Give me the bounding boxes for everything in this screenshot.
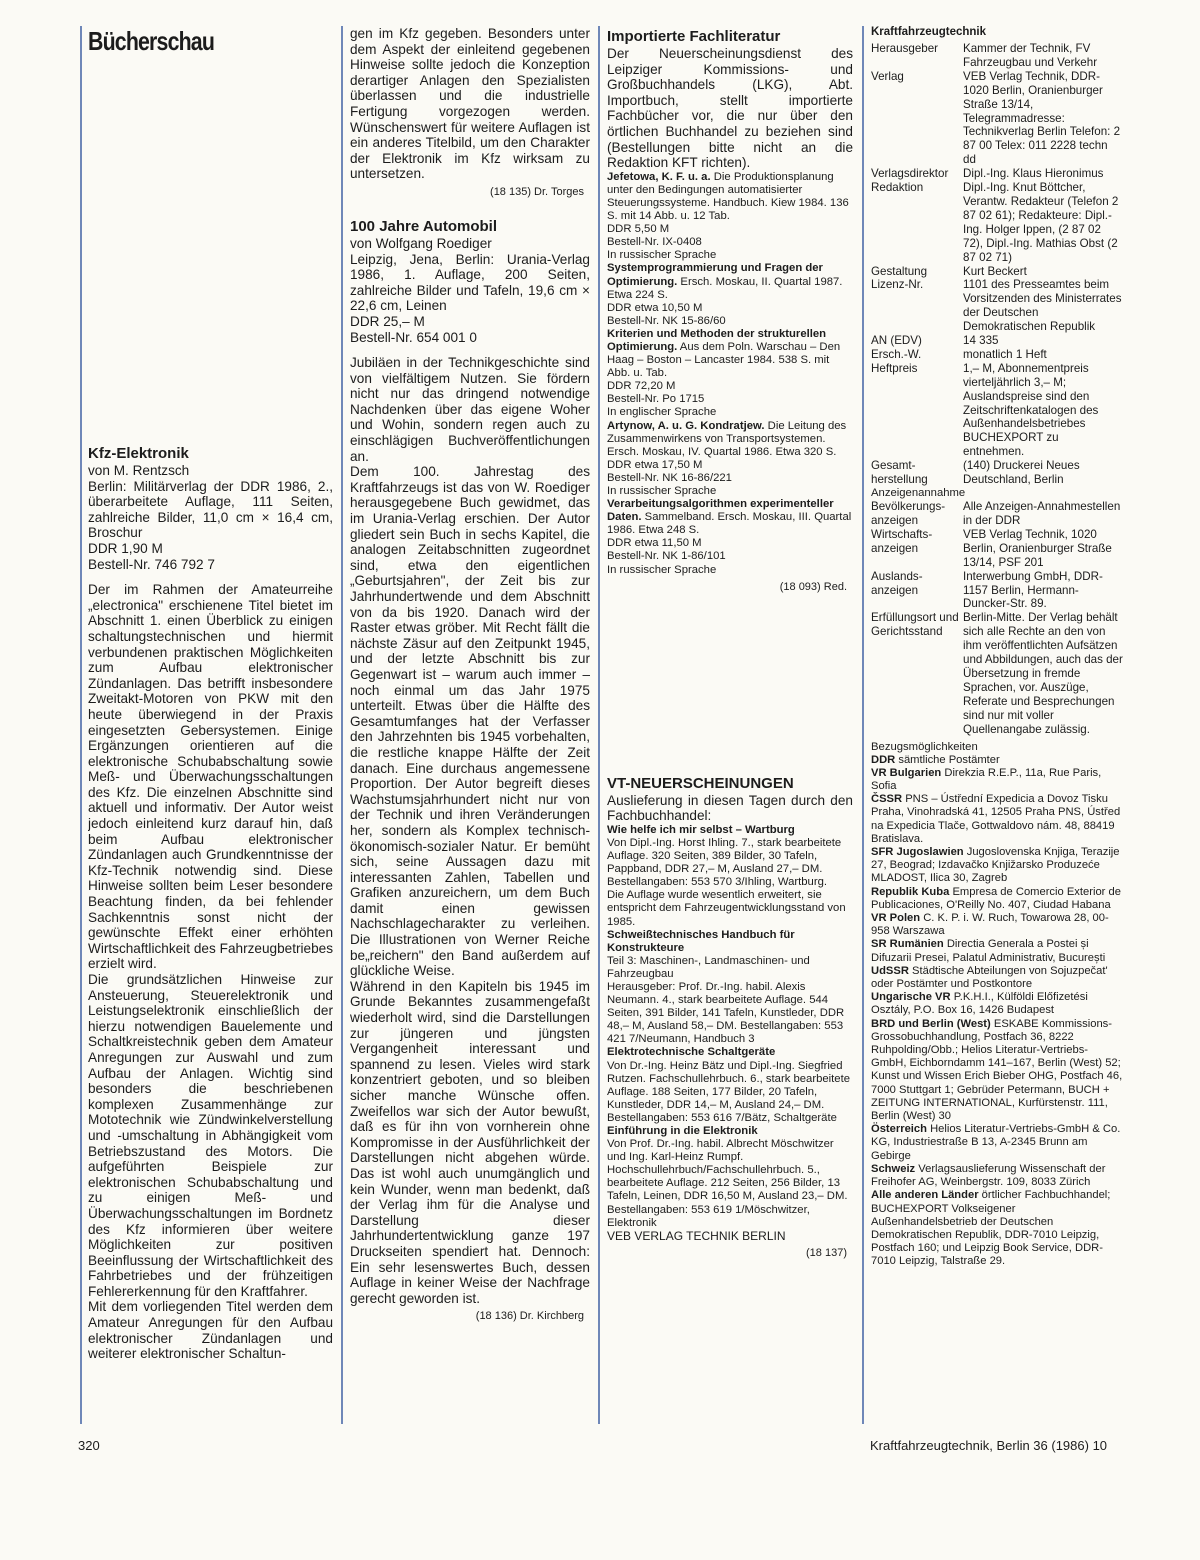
impressum-label: AN (EDV) xyxy=(871,334,922,348)
bezug-address: Jugoslovenska Knjiga, Terazije 27, Beograd; Izdavačko Knjižarsko Produzeće MLADOST, Ilica 30, Zagreb xyxy=(871,846,1120,885)
bezug-entry xyxy=(871,846,1123,886)
review-signature: (18 135) Dr. Torges xyxy=(490,185,584,198)
vt-entry-text: Von Dipl.-Ing. Horst Ihling. 7., stark bearbeitete Auflage. 320 Seiten, 389 Bilder, 30 Tafeln, Pappband, DDR 27,– M, Ausland 27,– DM. Bestellangaben: 553 570 3/Ihling, Wartburg. xyxy=(607,836,842,889)
review-meta: Berlin: Militärverlag der DDR 1986, 2., überarbeitete Auflage, 111 Seiten, zahlreiche Bilder, 11,0 cm × 16,4 cm, Broschur xyxy=(88,478,333,541)
bezug-address: Directia Generala a Postei și Difuzarii Presei, Palatul Administrativ, București xyxy=(871,938,1106,964)
review-paragraph: Dem 100. Jahrestag des Kraftfahrzeugs ist das von W. Roediger herausgegebene Buch gewidmet, das im Urania-Verlag erschien. Der Autor gliedert sein Buch in sechs Kapitel, die analogen Zeitabschnitten zugeordnet sind, etwa den eigentlichen „Geburtsjahren", der Zeit bis zur Jahrhundertwende und dem Abschnitt von da bis 1920. Danach wird der Raster etwas gröber. Mit Recht fällt die nächste Zäsur auf den Zeitpunkt 1945, und der letzte Abschnitt bis zur Gegenwart ist – warum auch immer – noch einmal um das Jahr 1975 unterteilt. Etwas über die Hälfte des Gesamtumfanges hat der Verfasser den Jahrzehnten bis 1945 vorbehalten, die restliche knappe Hälfte der Zeit danach. Eine durchaus angemessene Proportion. Der Autor begreift dieses Wachstumsjahrhundert nicht nur von der Technik und ihren Veränderungen her, sondern als Komplex technisch-ökonomisch-sozialer Natur. Er bemüht sich, seine Aussagen dazu mit interessanten Zahlen, Tabellen und Grafiken anzureichern, um dem Buch damit einen gewissen Nachschlagecharakter zu verleihen. Die Illustrationen von Werner Reiche be„reichern" den Band außerdem auf glückliche Weise. xyxy=(350,464,590,979)
impressum-label: Redaktion xyxy=(871,181,924,195)
import-entry-line: DDR 5,50 M xyxy=(607,223,670,236)
column-rule xyxy=(862,26,864,1424)
bezug-address: sämtliche Postämter xyxy=(898,753,1000,766)
bezug-country: VR Polen xyxy=(871,912,921,925)
import-entry-text: Aus dem Poln. Warschau – Den Haag – Boston – Lancaster 1984. 538 S. mit Abb. u. Tab. xyxy=(607,340,841,380)
impressum-heading: Kraftfahrzeugtechnik xyxy=(871,26,987,38)
bezug-country: SR Rumänien xyxy=(871,938,944,951)
import-entry-line: In russischer Sprache xyxy=(607,563,717,576)
bezug-country: DDR xyxy=(871,753,896,766)
import-entry-line: DDR etwa 10,50 M xyxy=(607,301,703,314)
import-entry-line: DDR 72,20 M xyxy=(607,380,676,393)
impressum-value: Kurt Beckert xyxy=(963,264,1027,278)
import-entry-line: Bestell-Nr. IX-0408 xyxy=(607,236,702,249)
bezug-entry xyxy=(871,767,1123,793)
import-entry-title: Verarbeitungsalgorithmen experimenteller Daten. xyxy=(607,498,834,524)
column-2 xyxy=(350,26,590,1426)
bezug-address: Empresa de Comercio Exterior de Publicaciones, O'Reilly No. 407, Ciudad Habana xyxy=(871,885,1121,911)
vt-entry-title: Wie helfe ich mir selbst – Wartburg xyxy=(607,823,795,836)
review-paragraph: Mit dem vorliegenden Titel werden dem Amateur Anregungen für den Aufbau elektronischer Zündanlagen und weiterer elektronischer Schaltun- xyxy=(88,1299,333,1362)
bezug-entry xyxy=(871,1018,1123,1124)
import-entry-title: Artynow, A. u. G. Kondratjew. xyxy=(607,419,765,432)
bezug-entry xyxy=(871,965,1123,991)
bezug-country: Österreich xyxy=(871,1123,927,1136)
vt-entry-title: Schweißtechnisches Handbuch für Konstrukteure xyxy=(607,928,795,954)
bezug-entry xyxy=(871,754,1123,767)
section-signature: (18 137) xyxy=(806,1246,847,1259)
impressum-value: monatlich 1 Heft xyxy=(963,347,1047,361)
impressum-value: 1,– M, Abonnementpreis vierteljährlich 3,– M; Auslandspreise sind den Zeitschriftenkatalogen des Außenhandelsbetriebes BUCHEXPORT zu entnehmen. xyxy=(963,361,1099,459)
impressum-value: Dipl.-Ing. Knut Böttcher, Verantw. Redakteur (Telefon 2 87 02 61); Redakteure: Dipl.-Ing. Holger Ippen, (2 87 02 72), Dipl.-Ing. Mathias Obst (2 87 02 71) xyxy=(963,181,1119,264)
review-signature: (18 136) Dr. Kirchberg xyxy=(475,1310,584,1323)
import-list xyxy=(607,171,853,577)
bezug-country: SFR Jugoslawien xyxy=(871,846,964,859)
column-3 xyxy=(607,26,853,1426)
bezug-address: C. K. P. i. W. Ruch, Towarowa 28, 00-958 Warszawa xyxy=(871,912,1109,938)
review-meta: Bestell-Nr. 654 001 0 xyxy=(350,329,477,345)
bezug-country: UdSSR xyxy=(871,964,909,977)
column-1 xyxy=(88,26,333,1426)
review-paragraph: Während in den Kapiteln bis 1945 im Grunde Bekanntes zusammengefaßt wiederholt wird, sind die Darstellungen zur jüngeren und jüngsten Vergangenheit interessant und spannend zu lesen. Vieles wird stark konzentriert geboten, und so bleiben sicher manche Wünsche offen. Zweifellos war sich der Autor bewußt, daß es für ihn von vornherein ohne Kompromisse in der Ausführlichkeit der Darstellungen nicht abgehen würde. Das ist wohl auch unumgänglich und kein Wunder, wenn man bedenkt, daß der Verlag ihm für die Analyse und Darstellung dieser Jahrhundertentwicklung ganze 197 Druckseiten spendiert hat. Dennoch: Ein sehr lesenswertes Buch, dessen Auflage in keiner Weise der Nachfrage gerecht geworden ist. xyxy=(350,978,590,1306)
import-entry-line: Bestell-Nr. Po 1715 xyxy=(607,393,705,406)
vt-entry-title: Elektrotechnische Schaltgeräte xyxy=(607,1046,776,1059)
impressum-label: Verlagsdirektor xyxy=(871,167,949,181)
bezug-entry xyxy=(871,793,1123,846)
impressum-label: Heftpreis xyxy=(871,361,918,375)
impressum-value: Interwerbung GmbH, DDR-1157 Berlin, Hermann-Duncker-Str. 89. xyxy=(963,569,1103,611)
review-paragraph: gen im Kfz gegeben. Besonders unter dem Aspekt der einleitend gegebenen Hinweise sollte jedoch die Konzeption derartiger Anlagen den Spezialisten überlassen und die industrielle Fertigung vorgezogen werden. Wünschenswert für weitere Auflagen ist ein anderes Titelbild, um den Charakter der Elektronik im Kfz wirksam zu untersetzen. xyxy=(350,26,590,182)
anzeigen-heading: Anzeigenannahme xyxy=(871,487,966,499)
import-entry-line: In russischer Sprache xyxy=(607,485,717,497)
import-entry-text: Sammelband. Ersch. Moskau, III. Quartal 1986. Etwa 248 S. xyxy=(607,511,852,537)
import-entry-title: Jefetowa, K. F. u. a. xyxy=(607,170,711,183)
import-entry-line: In russischer Sprache xyxy=(607,249,717,262)
bezug-heading: Bezugsmöglichkeiten xyxy=(871,740,978,753)
bezug-country: Ungarische VR xyxy=(871,991,951,1004)
bezug-address: Verlagsauslieferung Wissenschaft der Freihofer AG, Weinbergstr. 109, 8033 Zürich xyxy=(871,1162,1106,1189)
vt-entry-text: Von Dr.-Ing. Heinz Bätz und Dipl.-Ing. Siegfried Rutzen. Fachschullehrbuch. 6., stark bearbeitete Auflage. 188 Seiten, 177 Bilder, 20 Tafeln, Kunstleder, DDR 14,– M, Ausland 24,– DM. Bestellangaben: 553 616 7/Bätz, Schaltgeräte xyxy=(607,1059,851,1124)
impressum-label: Verlag xyxy=(871,69,904,83)
bezug-country: BRD und Berlin (West) xyxy=(871,1017,991,1030)
import-entry-text: Die Produktionsplanung unter den Bedingungen automatisierter Steuerungssysteme. Handbuch. Kiew 1984. 136 S. mit 14 Abb. u. 12 Tab. xyxy=(607,170,849,223)
journal-footer: Kraftfahrzeugtechnik, Berlin 36 (1986) 10 xyxy=(870,1438,1108,1453)
import-entry xyxy=(607,498,853,537)
vt-entry-text: Teil 3: Maschinen-, Landmaschinen- und Fahrzeugbau xyxy=(607,954,810,980)
vt-entry-text: Von Prof. Dr.-Ing. habil. Albrecht Möschwitzer und Ing. Karl-Heinz Rumpf. Hochschullehrbuch/Fachschullehrbuch. 5., bearbeitete Auflage. 212 Seiten, 256 Bilder, 13 Tafeln, Leinen, DDR 16,50 M, Ausland 23,– DM. Bestellangaben: 553 619 1/Möschwitzer, Elektronik xyxy=(607,1138,848,1229)
bezug-entry xyxy=(871,938,1123,964)
bezug-entry xyxy=(871,991,1123,1017)
impressum-value: Kammer der Technik, FV Fahrzeugbau und Verkehr xyxy=(963,42,1098,69)
impressum-label: Bevölkerungs-anzeigen xyxy=(871,500,946,527)
bezug-entry xyxy=(871,886,1123,912)
column-rule xyxy=(80,26,82,1424)
bezug-entry xyxy=(871,912,1123,938)
import-entry-line: Bestell-Nr. NK 16-86/221 xyxy=(607,471,732,484)
review-paragraph: Die grundsätzlichen Hinweise zur Ansteuerung, Steuerelektronik und Leistungselektronik einschließlich der hierzu notwendigen Bauelemente und Schaltkreistechnik geben dem Amateur Anregungen zur Auswahl und zum Aufbau der Anlagen. Wichtig sind besonders die beschriebenen komplexen Zusammenhänge zur Mototechnik wie Zündwinkelverstellung und -umschaltung in Abhängigkeit vom Betriebszustand des Motors. Die aufgeführten Beispiele zur elektronischen Schubabschaltung und zu einigen Meß- und Überwachungsschaltungen im Bordnetz des Kfz informieren über weitere Möglichkeiten zur positiven Beeinflussung der Wirtschaftlichkeit des Fahrbetriebes und der frühzeitigen Fehlererkennung für den Kraftfahrer. xyxy=(88,972,333,1299)
bezug-address: Städtische Abteilungen von Sojuzpečat' oder Postämter und Postkontore xyxy=(871,964,1108,991)
review-meta: DDR 1,90 M xyxy=(88,540,163,556)
impressum-value: VEB Verlag Technik, DDR-1020 Berlin, Oranienburger Straße 13/14, Telegrammadresse: Technikverlag Berlin Telefon: 2 87 00 Telex: 011 2228 techn dd xyxy=(963,69,1121,167)
bezug-address: örtlicher Fachbuchhandel; BUCHEXPORT Volkseigener Außenhandelsbetrieb der Deutschen Demokratischen Republik, DDR-7010 Leipzig, Postfach 160; und Leipzig Book Service, DDR-7010 Leipzig, Talstraße 29. xyxy=(871,1189,1111,1268)
review-heading-automobil: 100 Jahre Automobil xyxy=(350,217,497,235)
impressum-label: Ersch.-W. xyxy=(871,347,922,361)
bezug-country: Schweiz xyxy=(871,1162,916,1175)
section-intro: Auslieferung in diesen Tagen durch den Fachbuchhandel: xyxy=(607,792,853,824)
import-entry xyxy=(607,328,853,380)
review-paragraph: Der im Rahmen der Amateurreihe „electronica" erschienene Titel bietet im Abschnitt 1. einen Überblick zu einigen schaltungstechnischen und hiermit verbundenen praktischen Möglichkeiten zum Aufbau elektronischer Zündanlagen. Das betrifft insbesondere Zweitakt-Motoren von PKW mit den heute überwiegend in der Praxis eingesetzten Gebersystemen. Einige Ergänzungen orientieren auf die elektronische Schubabschaltung sowie Meß- und Überwachungsschaltungen des Kfz. Die einzelnen Abschnitte sind aktuell und informativ. Der Autor weist jedoch einleitend kurz darauf hin, daß beim Aufbau elektronischer Zündanlagen auch Grundkenntnisse der Kfz-Technik notwendig sind. Diese Hinweise sollten beim Leser besondere Beachtung finden, da bei fehlender Sachkenntnis sonst nicht der gewünschte Effekt einer erhöhten Wirtschaftlichkeit des Fahrzeugbetriebes erzielt wird. xyxy=(88,582,333,972)
impressum-value: Berlin-Mitte. Der Verlag behält sich alle Rechte an den von ihm veröffentlichten Aufsätzen und Abbildungen, auch das der Übersetzung in fremde Sprachen, vor. Auszüge, Referate und Besprechungen sind nur mit voller Quellenangabe zulässig. xyxy=(963,611,1123,736)
section-signature: (18 093) Red. xyxy=(779,580,847,593)
vt-entry-extra: Die Auflage wurde wesentlich erweitert, sie entspricht dem Fahrzeugentwicklungsstand von 1985. xyxy=(607,889,846,928)
impressum-table xyxy=(871,42,1123,487)
bezug-address: Helios Literatur-Vertriebs-GmbH & Co. KG, Industriestraße B 13, A-2345 Brunn am Gebirge xyxy=(871,1123,1121,1162)
impressum-label: Auslands-anzeigen xyxy=(871,569,923,597)
impressum-value: 1101 des Presseamtes beim Vorsitzenden des Ministerrates der Deutschen Demokratischen Republik xyxy=(963,278,1122,334)
page-title: Bücherschau xyxy=(88,26,215,56)
publisher: VEB VERLAG TECHNIK BERLIN xyxy=(607,1228,786,1243)
import-entry-line: DDR etwa 17,50 M xyxy=(607,458,703,471)
vt-entry-title: Einführung in die Elektronik xyxy=(607,1125,758,1137)
vt-entry-extra: Herausgeber: Prof. Dr.-Ing. habil. Alexis Neumann. 4., stark bearbeitete Auflage. 544 Seiten, 391 Bilder, 141 Tafeln, Kunstleder, DDR 48,– M, Ausland 58,– DM. Bestellangaben: 553 421 7/Neumann, Handbuch 3 xyxy=(607,980,845,1046)
section-intro: Der Neuerscheinungsdienst des Leipziger Kommissions- und Großbuchhandels (LKG), Abt. Importbuch, stellt importierte Fachbücher vor, die nur über den örtlichen Buchhandel zu beziehen sind (Bestellungen bitte nicht an die Redaktion KFT richten). xyxy=(607,46,853,171)
impressum-label: Gesamt-herstellung xyxy=(871,459,928,487)
impressum-value: 14 335 xyxy=(963,334,999,348)
bezug-country: Alle anderen Länder xyxy=(871,1189,979,1202)
impressum-value: VEB Verlag Technik, 1020 Berlin, Oranienburger Straße 13/14, PSF 201 xyxy=(963,527,1112,569)
import-entry-title: Kriterien und Methoden der strukturellen Optimierung. xyxy=(607,327,827,353)
import-entry xyxy=(607,420,853,459)
column-rule xyxy=(341,26,343,1424)
impressum-label: Lizenz-Nr. xyxy=(871,278,924,292)
column-rule xyxy=(598,26,600,1424)
bezug-list xyxy=(871,754,1123,1269)
impressum-label: Erfüllungsort und Gerichtsstand xyxy=(871,611,959,639)
bezug-address: PNS – Ústřední Expedicia a Dovoz Tisku Praha, Vinohradská 41, 12505 Praha PNS, Ústřed na Expedicia Tlače, Gottwaldovo nám. 48, 88419 Bratislava. xyxy=(871,793,1121,845)
bezug-entry xyxy=(871,1123,1123,1163)
review-meta: von M. Rentzsch xyxy=(88,463,190,478)
page-number: 320 xyxy=(78,1438,100,1453)
impressum-label: Herausgeber xyxy=(871,42,939,55)
bezug-country: ČSSR xyxy=(871,793,903,806)
bezug-address: P.K.H.I., Külföldi Előfizetési Osztály, P.O. Box 16, 1426 Budapest xyxy=(871,991,1088,1017)
bezug-address: ESKABE Kommissions-Grossobuchhandlung, Postfach 36, 8222 Ruhpolding/Obb.; Helios Literatur-Vertriebs-GmbH, Eichborndamm 141–167, Berlin (West) 52; Kunst und Wissen Erich Bieber OHG, Postfach 46, 7000 Stuttgart 1; Gebrüder Petermann, BUCH + ZEITUNG INTERNATIONAL, Kurfürstenstr. 111, Berlin (West) 30 xyxy=(871,1017,1123,1123)
import-entry-line: Bestell-Nr. NK 15-86/60 xyxy=(607,314,726,327)
import-entry-line: DDR etwa 11,50 M xyxy=(607,537,702,550)
bezug-country: Republik Kuba xyxy=(871,885,950,898)
review-meta: von Wolfgang Roediger xyxy=(350,235,492,251)
impressum-value: Alle Anzeigen-Annahmestellen in der DDR xyxy=(963,500,1121,527)
impressum xyxy=(871,26,1123,1426)
import-entry xyxy=(607,262,853,301)
review-heading-kfz: Kfz-Elektronik xyxy=(88,445,189,462)
impressum-label: Gestaltung xyxy=(871,264,928,278)
vt-list xyxy=(607,824,853,1230)
review-meta: Leipzig, Jena, Berlin: Urania-Verlag 1986, 1. Auflage, 200 Seiten, zahlreiche Bilder und Tafeln, 19,6 cm × 22,6 cm, Leinen xyxy=(350,251,590,314)
impressum-label: Wirtschafts-anzeigen xyxy=(871,527,933,555)
import-entry-title: Systemprogrammierung und Fragen der Optimierung. xyxy=(607,262,823,288)
bezug-address: Direkzia R.E.P., 11a, Rue Paris, Sofia xyxy=(871,766,1102,792)
impressum-value: (140) Druckerei Neues Deutschland, Berlin xyxy=(963,459,1080,487)
bezug-entry xyxy=(871,1163,1123,1189)
import-entry-text: Die Leitung des Zusammenwirkens von Transportsystemen. Ersch. Moskau, IV. Quartal 1986. Etwa 320 S. xyxy=(607,419,847,458)
import-entry-text: Ersch. Moskau, II. Quartal 1987. Etwa 224 S. xyxy=(607,275,843,301)
section-heading-import: Importierte Fachliteratur xyxy=(607,28,781,45)
review-paragraph: Jubiläen in der Technikgeschichte sind von vielfältigem Nutzen. Sie fördern nicht nur das dringend notwendige Nachdenken über das eigene Woher und Wohin, sondern regen auch zu einschlägigen Buchveröffentlichungen an. xyxy=(350,355,590,464)
bezug-country: VR Bulgarien xyxy=(871,766,942,779)
import-entry xyxy=(607,171,853,223)
review-meta: Bestell-Nr. 746 792 7 xyxy=(88,556,215,572)
import-entry-line: Bestell-Nr. NK 1-86/101 xyxy=(607,550,726,563)
import-entry-line: In englischer Sprache xyxy=(607,406,717,419)
anzeigen-table xyxy=(871,500,1123,736)
impressum-value: Dipl.-Ing. Klaus Hieronimus xyxy=(963,167,1104,181)
bezug-entry xyxy=(871,1189,1123,1268)
section-heading-vt: VT-NEUERSCHEINUNGEN xyxy=(607,774,794,792)
review-meta: DDR 25,– M xyxy=(350,313,425,329)
